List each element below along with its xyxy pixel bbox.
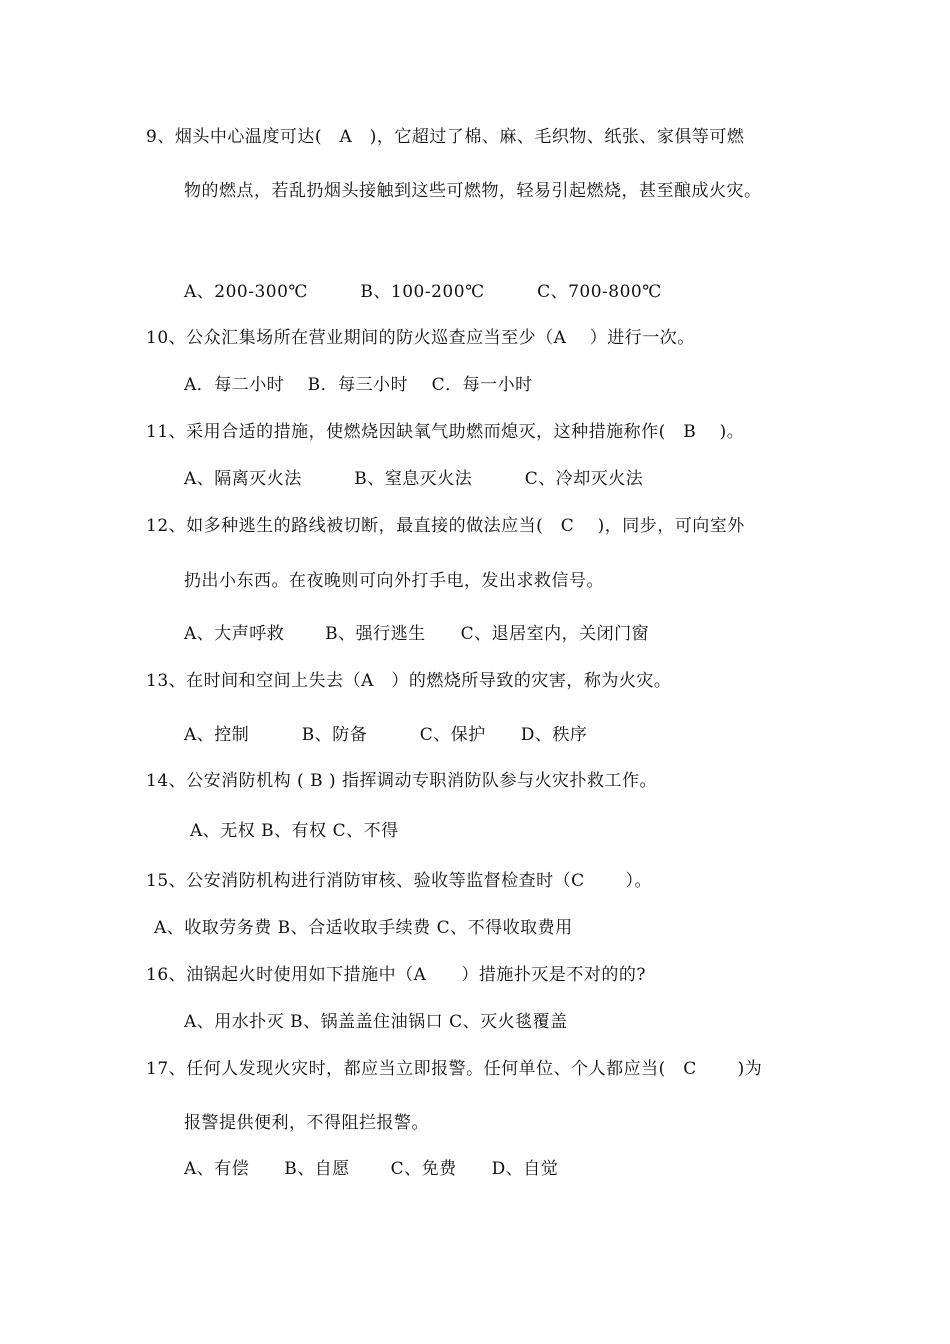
question-14-options: A、无权 B、有权 C、不得: [190, 821, 399, 841]
question-11-line-1: 11、采用合适的措施，使燃烧因缺氧气助燃而熄灭，这种措施称作( B )。: [146, 422, 745, 442]
question-16-line-1: 16、油锅起火时使用如下措施中（A ）措施扑灭是不对的的?: [146, 965, 647, 985]
question-13-line-1: 13、在时间和空间上失去（A ）的燃烧所导致的灾害，称为火灾。: [146, 671, 672, 691]
question-11-options: A、隔离灭火法 B、窒息灭火法 C、冷却灭火法: [184, 469, 644, 489]
question-15-line-1: 15、公安消防机构进行消防审核、验收等监督检查时（C ）。: [146, 871, 653, 891]
question-14-line-1: 14、公安消防机构 ( B ) 指挥调动专职消防队参与火灾扑救工作。: [146, 771, 658, 791]
question-15-options: A、收取劳务费 B、合适收取手续费 C、不得收取费用: [154, 918, 573, 938]
question-10-line-1: 10、公众汇集场所在营业期间的防火巡查应当至少（A ）进行一次。: [146, 328, 695, 348]
question-10-options: A．每二小时 B．每三小时 C．每一小时: [184, 375, 533, 395]
question-12-line-2: 扔出小东西。在夜晚则可向外打手电，发出求救信号。: [184, 571, 604, 591]
question-12-line-1: 12、如多种逃生的路线被切断，最直接的做法应当( C )，同步，可向室外: [146, 516, 745, 536]
question-17-options: A、有偿 B、自愿 C、免费 D、自觉: [184, 1159, 559, 1179]
question-12-options: A、大声呼救 B、强行逃生 C、退居室内，关闭门窗: [184, 624, 650, 644]
question-9-line-2: 物的燃点，若乱扔烟头接触到这些可燃物，轻易引起燃烧，甚至酿成火灾。: [184, 181, 762, 201]
question-17-line-2: 报警提供便利，不得阻拦报警。: [184, 1113, 429, 1133]
question-17-line-1: 17、任何人发现火灾时，都应当立即报警。任何单位、个人都应当( C )为: [146, 1059, 763, 1079]
question-9-options: A、200-300℃ B、100-200℃ C、700-800℃: [184, 282, 662, 302]
question-13-options: A、控制 B、防备 C、保护 D、秩序: [184, 725, 588, 745]
question-16-options: A、用水扑灭 B、锅盖盖住油锅口 C、灭火毯覆盖: [184, 1012, 568, 1032]
question-9-line-1: 9、烟头中心温度可达( A )，它超过了棉、麻、毛织物、纸张、家俱等可燃: [146, 127, 745, 147]
